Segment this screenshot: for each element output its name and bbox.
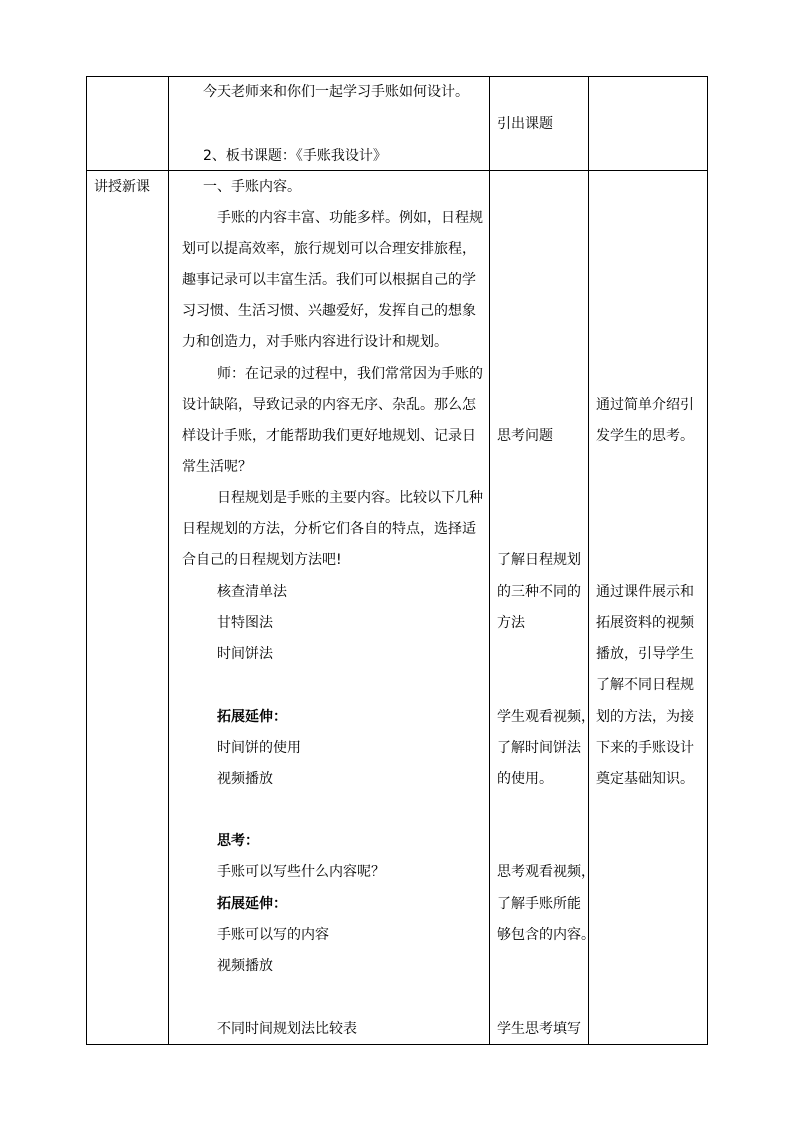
student-activity: 了解日程规划: [497, 552, 581, 568]
column-divider: [168, 76, 169, 1045]
student-activity: 方法: [497, 615, 525, 631]
row1-content-line1: 今天老师来和你们一起学习手账如何设计。: [203, 84, 469, 100]
student-activity: 的使用。: [497, 771, 553, 787]
extend1-item: 时间饼的使用: [217, 740, 301, 756]
method-item: 核查清单法: [217, 584, 287, 600]
para3-line: 日程规划是手账的主要内容。比较以下几种: [217, 490, 483, 506]
para1-line: 习习惯、生活习惯、兴趣爱好，发挥自己的想象: [182, 303, 476, 319]
compare-table-title: 不同时间规划法比较表: [217, 1021, 357, 1037]
section-label: 讲授新课: [94, 179, 150, 195]
para1-line: 力和创造力，对手账内容进行设计和规划。: [182, 334, 448, 350]
student-activity: 学生观看视频，: [497, 709, 595, 725]
design-intent: 了解不同日程规: [596, 677, 694, 693]
method-item: 甘特图法: [217, 615, 273, 631]
para1-line: 趣事记录可以丰富生活。我们可以根据自己的学: [182, 272, 476, 288]
design-intent: 通过课件展示和: [596, 584, 694, 600]
para1-line: 手账的内容丰富、功能多样。例如，日程规: [217, 210, 483, 226]
column-divider: [489, 76, 490, 1045]
student-activity: 够包含的内容。: [497, 927, 595, 943]
extend1-title: 拓展延伸：: [217, 709, 287, 725]
para2-line: 师：在记录的过程中，我们常常因为手账的: [217, 366, 483, 382]
method-item: 时间饼法: [217, 646, 273, 662]
extend1-item: 视频播放: [217, 771, 273, 787]
para3-line: 日程规划的方法，分析它们各自的特点，选择适: [182, 521, 476, 537]
row1-content-line2: 2、板书课题：《手账我设计》: [203, 148, 387, 164]
para2-line: 样设计手账，才能帮助我们更好地规划、记录日: [182, 428, 476, 444]
design-intent: 下来的手账设计: [596, 740, 694, 756]
design-intent: 奠定基础知识。: [596, 771, 694, 787]
student-activity: 了解手账所能: [497, 896, 581, 912]
extend2-item: 手账可以写的内容: [217, 927, 329, 943]
student-activity: 的三种不同的: [497, 584, 581, 600]
para2-line: 设计缺陷，导致记录的内容无序、杂乱。那么怎: [182, 397, 476, 413]
design-intent: 划的方法，为接: [596, 709, 694, 725]
column-divider: [588, 76, 589, 1045]
para3-line: 合自己的日程规划方法吧!: [182, 552, 342, 568]
design-intent: 通过简单介绍引: [596, 397, 694, 413]
student-activity: 学生思考填写: [497, 1021, 581, 1037]
design-intent: 发学生的思考。: [596, 428, 694, 444]
think-title: 思考：: [217, 833, 259, 849]
student-activity: 思考观看视频，: [497, 864, 595, 880]
think-question: 手账可以写些什么内容呢？: [217, 864, 385, 880]
extend2-item: 视频播放: [217, 958, 273, 974]
section-heading: 一、手账内容。: [203, 179, 301, 195]
row1-student-activity: 引出课题: [497, 116, 553, 132]
para2-line: 常生活呢？: [182, 459, 252, 475]
row-divider: [86, 170, 708, 171]
student-activity: 思考问题: [497, 428, 553, 444]
design-intent: 播放，引导学生: [596, 646, 694, 662]
para1-line: 划可以提高效率，旅行规划可以合理安排旅程，: [182, 241, 476, 257]
design-intent: 拓展资料的视频: [596, 615, 694, 631]
extend2-title: 拓展延伸：: [217, 896, 287, 912]
student-activity: 了解时间饼法: [497, 740, 581, 756]
